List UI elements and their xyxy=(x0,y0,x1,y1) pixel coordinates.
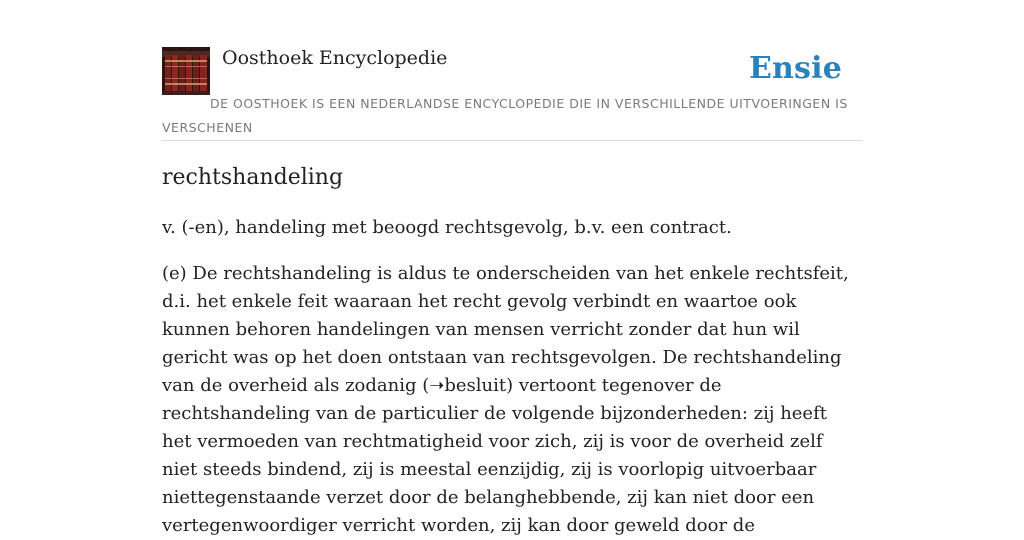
encyclopedia-books-icon[interactable] xyxy=(162,47,210,95)
article-body xyxy=(162,260,862,540)
article-body-text-end: ) vertoont tegenover de rechtshandeling van de particulier de volgende bijzonderheden: zij heeft het vermoeden van rechtmatigheid voor zich, zij is voor de overheid zelf niet steeds bindend, zij is meestal eenzijdig, zij is voorlopig uitvoerbaar niettegenstaande verzet door de belanghebbende, zij kan niet door een vertegenwoordiger verricht worden, zij kan door geweld door de xyxy=(162,375,827,536)
article-definition: v. (-en), handeling met beoogd rechtsgevolg, b.v. een contract. xyxy=(162,217,732,238)
site-header xyxy=(162,46,862,141)
article-title: rechtshandeling xyxy=(162,165,344,190)
article-body-text-start: (e) De rechtshandeling is aldus te onderscheiden van het enkele rechtsfeit, d.i. het enkele feit waaraan het recht gevolg verbindt en waartoe ook kunnen behoren handelingen van mensen verricht zonder dat hun wil gericht was op het doen ontstaan van rechtsgevolgen. De rechtshandeling van de overheid als zodanig ( xyxy=(162,263,849,396)
besluit-link[interactable]: ➝besluit xyxy=(429,375,507,396)
site-name[interactable]: Oosthoek Encyclopedie xyxy=(222,47,448,69)
brand-logo[interactable]: Ensie xyxy=(748,51,842,86)
article xyxy=(162,162,862,540)
encyclopedia-books-image xyxy=(162,47,210,95)
site-tagline: DE OOSTHOEK IS EEN NEDERLANDSE ENCYCLOPEDIE DIE IN VERSCHILLENDE UITVOERINGEN IS VERSCHENEN xyxy=(162,96,848,135)
